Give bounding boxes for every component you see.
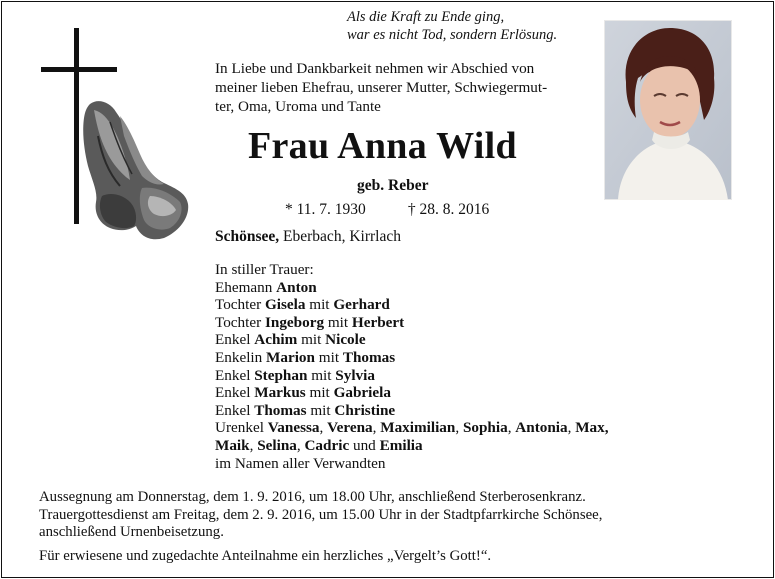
mourner-name: Nicole: [325, 331, 366, 349]
mourner-name: Sylvia: [335, 366, 375, 384]
mourner-name: Marion: [266, 348, 315, 366]
death-date: † 28. 8. 2016: [407, 201, 490, 218]
service-info: [39, 489, 739, 542]
intro-line-3: ter, Oma, Uroma und Tante: [215, 98, 381, 115]
intro-line-1: In Liebe und Dankbarkeit nehmen wir Abschied von: [215, 60, 535, 77]
mourner-lines: [215, 279, 685, 455]
mourner-relation: ,: [567, 419, 576, 437]
mourner-relation: ,: [372, 419, 381, 437]
quote-line-1: Als die Kraft zu Ende ging,: [347, 9, 505, 25]
mourner-relation: mit: [324, 313, 352, 331]
mourner-name: Ingeborg: [264, 313, 325, 331]
mourner-relation: mit: [297, 331, 326, 349]
cross-icon-bar: [41, 67, 117, 72]
mourners-list: [215, 261, 685, 472]
mourner-name: Thomas: [254, 401, 307, 419]
mourner-line: [215, 349, 685, 367]
intro-text: [215, 59, 585, 116]
mourner-name: Cadric: [304, 436, 350, 454]
mourner-name: Markus: [254, 384, 306, 402]
mourner-name: Christine: [334, 401, 396, 419]
mourner-line: [215, 296, 685, 314]
mourner-name: Gisela: [264, 296, 306, 314]
mourner-name: Herbert: [351, 313, 405, 331]
mourner-line: [215, 279, 685, 297]
mourner-line: [215, 331, 685, 349]
life-dates: [285, 201, 489, 219]
mourner-line: [215, 384, 685, 402]
mourner-name: Gabriela: [333, 384, 391, 402]
mourner-line: [215, 437, 685, 455]
service-line-3: anschließend Urnenbeisetzung.: [39, 524, 224, 541]
mourner-relation: ,: [319, 419, 328, 437]
mourner-relation: mit: [314, 348, 343, 366]
closing-text: Für erwiesene und zugedachte Anteilnahme ein herzliches „Vergelt’s Gott!“.: [39, 548, 492, 564]
intro-line-2: meiner lieben Ehefrau, unserer Mutter, Schwiegermut-: [215, 79, 548, 96]
mourner-relation: ,: [507, 419, 516, 437]
place-others: Eberbach, Kirrlach: [279, 228, 401, 245]
maiden-name: geb. Reber: [357, 177, 429, 194]
mourner-relation: Urenkel: [215, 419, 268, 437]
mourner-relation: Enkel: [215, 401, 255, 419]
mourner-name: Maik: [215, 436, 250, 454]
places: [215, 228, 401, 246]
mourner-name: Anton: [276, 278, 317, 296]
mourner-relation: ,: [455, 419, 463, 437]
mourner-name: Selina: [257, 436, 297, 454]
mourner-relation: mit: [305, 296, 334, 314]
service-line-1: Aussegnung am Donnerstag, dem 1. 9. 2016, um 18.00 Uhr, anschließend Sterberosenkranz.: [39, 489, 586, 505]
mourner-relation: Tochter: [215, 313, 265, 331]
mourner-name: Stephan: [254, 366, 308, 384]
mourner-relation: ,: [296, 436, 305, 454]
mourners-footer: im Namen aller Verwandten: [215, 454, 386, 472]
mourner-name: Max,: [575, 419, 609, 437]
mourner-relation: mit: [307, 366, 336, 384]
mourner-line: [215, 367, 685, 385]
quote-line-2: war es nicht Tod, sondern Erlösung.: [347, 27, 558, 43]
praying-hands-icon: [80, 96, 192, 242]
mourner-relation: und: [349, 436, 380, 454]
mourner-name: Emilia: [379, 436, 423, 454]
place-main: Schönsee,: [215, 228, 280, 245]
portrait-photo: [604, 20, 732, 200]
cross-icon: [74, 28, 79, 224]
mourner-line: [215, 419, 685, 437]
mourners-heading: In stiller Trauer:: [215, 261, 314, 278]
mourner-relation: ,: [249, 436, 258, 454]
mourner-name: Sophia: [462, 419, 508, 437]
mourner-name: Verena: [327, 419, 373, 437]
mourner-name: Maximilian: [380, 419, 456, 437]
birth-date: * 11. 7. 1930: [285, 201, 366, 218]
mourner-relation: Enkel: [215, 366, 255, 384]
quote: [347, 8, 557, 44]
deceased-name: Frau Anna Wild: [248, 125, 517, 167]
mourner-name: Antonia: [515, 419, 568, 437]
mourner-relation: Tochter: [215, 296, 265, 314]
mourner-relation: Enkel: [215, 331, 255, 349]
mourner-name: Thomas: [342, 348, 396, 366]
service-line-2: Trauergottesdienst am Freitag, dem 2. 9. 2016, um 15.00 Uhr in der Stadtpfarrkirche Schönsee,: [39, 506, 603, 523]
mourner-name: Achim: [254, 331, 298, 349]
mourner-name: Gerhard: [333, 296, 390, 314]
mourner-line: [215, 314, 685, 332]
mourner-relation: Ehemann: [215, 278, 277, 296]
mourner-name: Vanessa: [267, 419, 320, 437]
mourner-relation: Enkelin: [215, 348, 267, 366]
mourner-line: [215, 402, 685, 420]
mourner-relation: mit: [305, 384, 334, 402]
mourner-relation: mit: [306, 401, 335, 419]
mourner-relation: Enkel: [215, 384, 255, 402]
